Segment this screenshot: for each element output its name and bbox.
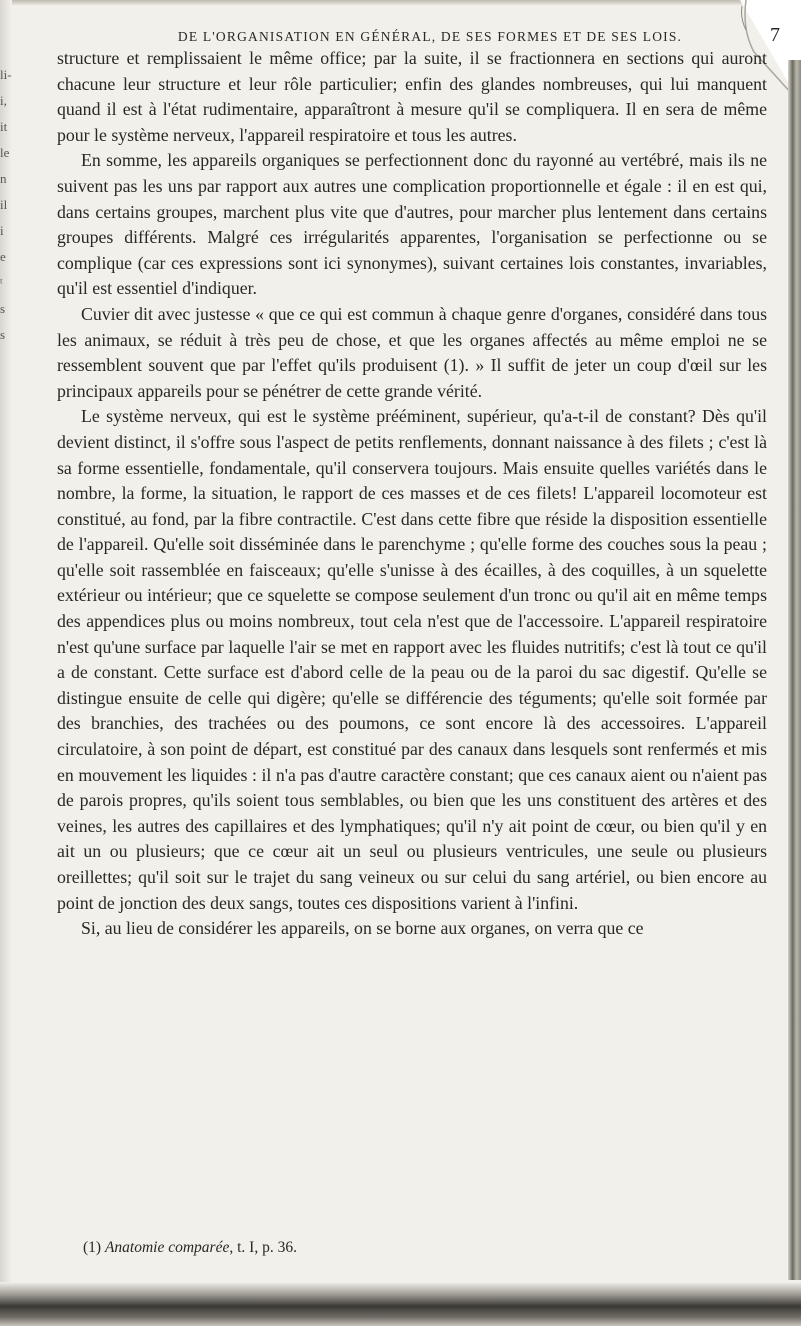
paragraph: Cuvier dit avec justesse « que ce qui est commun à chaque genre d'organes, considéré dans tous les animaux, se réduit à très peu de chose, et que les organes affectés au même emploi ne se ressemblent souvent que par l'effet qu'ils produisent (1). » Il suffit de jeter un coup d'œil sur les principaux appareils pour se pénétrer de cette grande vérité.	[57, 303, 767, 401]
margin-fragment: il	[0, 198, 8, 212]
page-bottom-edge	[0, 1282, 801, 1326]
page-top-edge	[0, 0, 801, 6]
paragraph: Si, au lieu de considérer les appareils, on se borne aux organes, on verra que ce	[81, 918, 644, 939]
page-right-edge	[788, 60, 801, 1280]
margin-fragment: it	[0, 120, 8, 134]
facing-page-fragments	[0, 68, 12, 354]
margin-fragment: le	[0, 146, 10, 160]
running-title: DE L'ORGANISATION EN GÉNÉRAL, DE SES FORMES ET DE SES LOIS.	[177, 29, 683, 44]
paragraph: structure et remplissaient le même office; par la suite, il se fractionnera en sections qui auront chacune leur structure et leur rôle particulier; enfin des glandes nombreuses, qui lui manquent quand il est à l'état rudimentaire, apparaîtront à mesure qu'il se compliquera. Il en sera de même pour le système nerveux, l'appareil respiratoire et tous les autres.	[57, 48, 767, 145]
paragraph: Le système nerveux, qui est le système prééminent, supérieur, qu'a-t-il de constant? Dès qu'il devient distinct, il s'offre sous l'aspect de petits renflements, donnant naissance à des filets ; c'est là sa forme essentielle, fondamentale, qu'il conservera toujours. Mais ensuite quelles variétés dans le nombre, la forme, la situation, le rapport de ces masses et de ces filets! L'appareil locomoteur est constitué, au fond, par la fibre contractile. C'est dans cette fibre que réside la disposition essentielle de l'appareil. Qu'elle soit disséminée dans le parenchyme ; qu'elle forme des couches sous la peau ; qu'elle soit rassemblée en faisceaux; qu'elle s'unisse à des écailles, à des coquilles, à un squelette extérieur ou intérieur; que ce squelette se compose seulement d'un tronc ou qu'il ait en même temps des appendices plus ou moins nombreux, tout cela n'est que de l'accessoire. L'appareil respiratoire n'est qu'une surface par laquelle l'air se met en rapport avec les fluides nutritifs; c'est là tout ce qu'il a de constant. Cette surface est d'abord celle de la peau ou de la paroi du sac digestif. Qu'elle se distingue ensuite de celle qui digère; qu'elle se différencie des téguments; qu'elle soit formée par des branchies, des trachées ou des poumons, ce sont encore là des accessoires. L'appareil circulatoire, à son point de départ, est constitué par des canaux dans lesquels sont renfermés et mis en mouvement les liquides : il n'a pas d'autre caractère constant; que ces canaux aient ou n'aient pas de parois propres, qu'ils soient tous semblables, ou bien que les uns constituent des artères et des veines, les autres des capillaires et des lymphatiques; qu'il n'y ait point de cœur, ou bien qu'il y en ait un ou plusieurs; que ce cœur ait un seul ou plusieurs ventricules, une seule ou plusieurs oreillettes; qu'il soit sur le trajet du sang veineux ou sur celui du sang artériel, ou bien encore au point de jonction des deux sangs, toutes ces dispositions varient à l'infini.	[57, 406, 767, 913]
footnote-title: Anatomie comparée	[104, 1239, 230, 1256]
margin-fragment: s	[0, 328, 6, 342]
margin-fragment: i,	[0, 94, 7, 108]
margin-fragment: ᵗ	[0, 276, 3, 290]
margin-fragment: e	[0, 250, 6, 264]
footnote-marker: (1)	[83, 1239, 102, 1256]
footnote	[83, 1238, 297, 1258]
margin-fragment: s	[0, 302, 6, 316]
paragraph: En somme, les appareils organiques se perfectionnent donc du rayonné au vertébré, mais ils ne suivent pas les uns par rapport aux autres une complication proportionnelle et égale : il en est qui, dans certains groupes, marchent plus vite que d'autres, pour marcher plus lentement dans certains groupes différents. Malgré ces irrégularités apparentes, l'organisation se perfectionne ou se complique (car ces expressions sont ici synonymes), suivant certaines lois constantes, invariables, qu'il est essentiel d'indiquer.	[57, 150, 767, 299]
body-text	[57, 46, 767, 942]
footnote-ref: , t. I, p. 36.	[229, 1239, 297, 1256]
margin-fragment: n	[0, 172, 7, 186]
running-head	[90, 24, 780, 47]
margin-fragment: i	[0, 224, 4, 238]
page-number: 7	[770, 24, 780, 46]
margin-fragment: li-	[0, 68, 12, 82]
